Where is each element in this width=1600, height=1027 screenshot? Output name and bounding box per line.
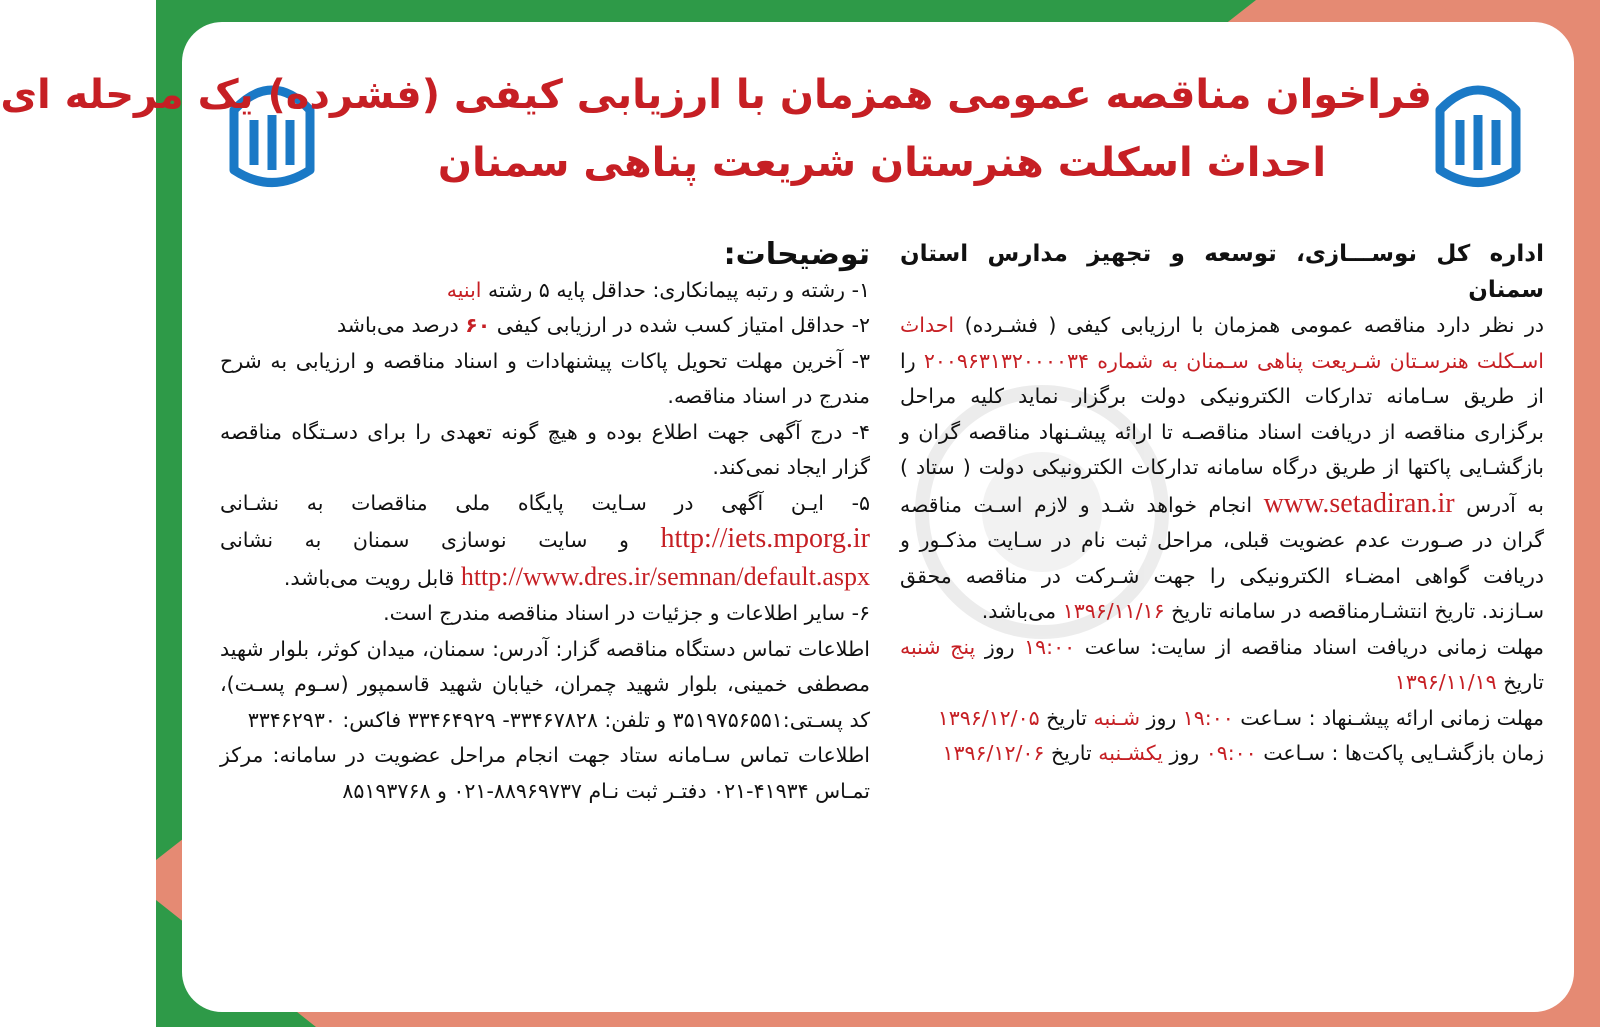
deadline-proposal [900,701,1544,737]
deadline-documents [900,630,1544,701]
note-text: درصد می‌باشد [337,313,459,337]
iets-link[interactable]: http://iets.mporg.ir [660,523,870,554]
note-text: و سایت نوسازی سمنان به نشانی [220,528,629,552]
main-paragraph [900,308,1544,630]
contact-info: اطلاعات تماس دستگاه مناقصه گزار: آدرس: سمنان، میدان کوثر، بلوار شهید مصطفی خمینی، بلوار شهید چمران، خیابان شهید قاسمپور (سـوم پسـت)، کد پسـتی:۳۵۱۹۷۵۶۵۵۱ و تلفن: ۳۳۴۶۷۸۲۸- ۳۳۴۶۴۹۲۹ فاکس: ۳۳۴۶۲۹۳۰ [220,636,870,732]
note-item [220,308,870,344]
day-label: روز [984,634,1015,659]
note-highlight: ۶۰ [465,313,491,337]
note-item: ۴- درج آگهی جهت اطلاع بوده و هیچ گونه تعهدی را برای دسـتگاه مناقصه گزار ایجاد نمی‌کند. [220,419,870,479]
announcement-card [0,22,1574,1012]
deadline-label: مهلت زمانی ارائه پیشـنهاد : سـاعت [1240,705,1544,730]
setad-link[interactable]: www.setadiran.ir [1263,487,1455,519]
right-column [900,237,1544,772]
publish-suffix: می‌باشد. [981,599,1057,623]
note-text: ۵- ایـن آگهی در سـایت پایگاه ملی مناقصات به نشـانی [220,490,870,515]
notes-heading: توضیحات: [723,237,870,272]
intro-text: در نظر دارد مناقصه عمومی همزمان با ارزیابی کیفی ( فشـرده) [964,313,1544,337]
setad-contact-info: اطلاعات تماس سـامانه ستاد جهت انجام مراحل عضویت در سامانه: مرکز تمـاس ۴۱۹۳۴-۰۲۱ دفتـر ثبت نـام ۸۸۹۶۹۷۳۷-۰۲۱ و ۸۵۱۹۳۷۶۸ [220,743,870,803]
note-text: قابل رویت می‌باشد. [283,565,455,590]
note-highlight: ابنیه [446,277,482,302]
registration-text: انجام خواهد شـد و لازم اسـت مناقصه گران در صـورت عدم عضویت قبلی، مراحل ثبت نام در سـایت مذکـور و دریافت گواهی امضـاء الکترونیکی را جهت شـرکت در مناقصه محقق سـازند. تاریخ انتشـارمناقصه در سامانه تاریخ [900,492,1544,623]
deadline-date: ۱۳۹۶/۱۱/۱۹ [1394,670,1497,694]
organization-name: اداره کل نوســـازی، توسعه و تجهیز مدارس استان سمنان [900,241,1544,303]
deadline-day: شـنبه [1093,705,1141,730]
publish-date: ۱۳۹۶/۱۱/۱۶ [1062,599,1165,623]
date-label: تاریخ [1503,670,1544,694]
note-item: ۳- آخرین مهلت تحویل پاکات پیشنهادات و اسناد مناقصه و ارزیابی به شرح مندرج در اسناد مناقصه. [220,348,870,408]
deadline-day: یکشـنبه [1098,741,1163,765]
deadline-label: زمان بازگشـایی پاکت‌ها : سـاعت [1263,741,1544,765]
note-item [220,486,870,597]
date-label: تاریخ [1046,705,1087,730]
project-name: احداث اسـکلت هنرسـتان شـریعت پناهی سـمنان به شماره [900,313,1544,373]
deadline-date: ۱۳۹۶/۱۲/۰۶ [942,741,1045,765]
dres-link[interactable]: http://www.dres.ir/semnan/default.aspx [460,561,870,591]
deadline-time: ۰۹:۰۰ [1205,741,1257,765]
procedure-text: را از طریق سـامانه تدارکات الکترونیکی دولت برگزار نماید کلیه مراحل برگزاری مناقصه از دریافت اسناد مناقصـه تا ارائه پیشـنهاد مناقصه گران و بازگشـایی پاکتها از طریق درگاه سامانه تدارکات الکترونیکی دولت ( ستاد ) به آدرس [900,348,1544,517]
deadline-date: ۱۳۹۶/۱۲/۰۵ [937,705,1040,730]
day-label: روز [1146,705,1177,730]
note-text: ۱- رشته و رتبه پیمانکاری: حداقل پایه ۵ رشته [488,277,870,302]
note-item: ۶- سایر اطلاعات و جزئیات در اسناد مناقصه مندرج است. [383,601,870,625]
date-label: تاریخ [1050,741,1092,765]
deadline-time: ۱۹:۰۰ [1024,634,1076,659]
deadline-label: مهلت زمانی دریافت اسناد مناقصه از سایت: ساعت [1084,634,1544,659]
left-column [220,237,870,809]
note-item [220,273,870,309]
header [0,22,1574,227]
project-title: احداث اسکلت هنرستان شریعت پناهی سمنان [437,140,1327,186]
ministry-logo-icon [1430,70,1526,190]
deadline-time: ۱۹:۰۰ [1182,705,1234,730]
opening-time [900,736,1544,772]
tender-number: ۲۰۰۹۶۳۱۳۲۰۰۰۰۳۴ [923,348,1089,373]
note-text: ۲- حداقل امتیاز کسب شده در ارزیابی کیفی [496,313,870,337]
deadline-day: پنج شنبه [900,634,976,659]
day-label: روز [1169,741,1200,765]
announcement-title: فراخوان مناقصه عمومی همزمان با ارزیابی کیفی (فشرده) یک مرحله ای [0,72,1432,118]
